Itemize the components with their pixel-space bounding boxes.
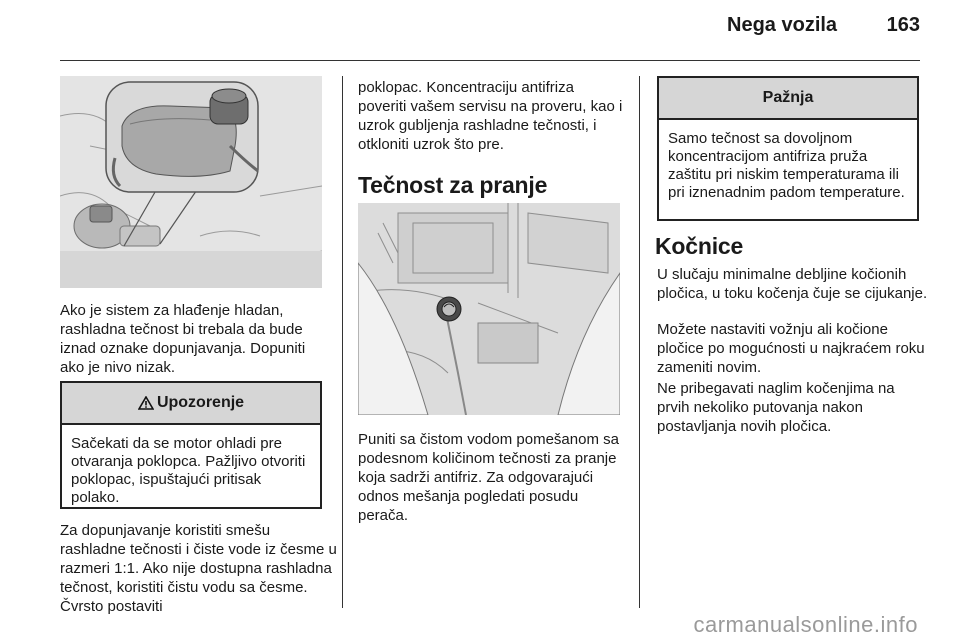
section-title: Nega vozila bbox=[727, 14, 838, 36]
warning-box bbox=[60, 381, 322, 509]
brakes-paragraph-1: U slučaju minimalne debljine kočionih pločica, u toku kočenja čuje se cijukanje. bbox=[657, 266, 928, 302]
coolant-continued-text: poklopac. Koncentraciju antifriza poveriti vašem servisu na proveru, kao i uzrok gubljenja rashladne tečnosti, i otkloniti uzrok što pre. bbox=[358, 79, 623, 153]
page-number: 163 bbox=[886, 14, 920, 36]
brakes-paragraph-2: Možete nastaviti vožnju ali kočione pločice po mogućnosti u najkraćem roku zameniti novim. bbox=[657, 321, 925, 376]
column-divider-1 bbox=[342, 76, 343, 608]
coolant-mix-text: Za dopunjavanje koristiti smešu rashladne tečnosti i čiste vode iz česme u razmeri 1:1. Ako nije dostupna rashladna tečnost, koristiti čistu vodu sa česme. Čvrsto postaviti bbox=[60, 522, 337, 615]
page-header bbox=[727, 14, 920, 37]
coolant-intro-text: Ako je sistem za hlađenje hladan, rashladna tečnost bi trebala da bude iznad oznake dopunjavanja. Dopuniti ako je nivo nizak. bbox=[60, 302, 306, 376]
notice-text: Samo tečnost sa dovoljnom koncentracijom antifriza pruža zaštitu pri niskim temperaturama ili pri iznenadnim padom temperature. bbox=[668, 130, 905, 201]
header-rule bbox=[60, 60, 920, 61]
watermark: carmanualsonline.info bbox=[693, 612, 918, 637]
brakes-paragraph-3: Ne pribegavati naglim kočenjima na prvih nekoliko putovanja nakon postavljanja novih pločica. bbox=[657, 380, 895, 435]
warning-title: Upozorenje bbox=[156, 394, 245, 411]
warning-box-header bbox=[62, 383, 320, 425]
washer-fluid-text: Puniti sa čistom vodom pomešanom sa podesnom količinom tečnosti za pranje koja sadrži antifriz. Za odgovarajući odnos mešanja pogledati posudu perača. bbox=[358, 431, 619, 524]
warning-triangle-icon bbox=[138, 396, 154, 410]
notice-title: Pažnja bbox=[762, 89, 814, 106]
coolant-reservoir-illustration bbox=[60, 76, 322, 288]
notice-box-header bbox=[659, 78, 917, 120]
washer-fluid-heading: Tečnost za pranje bbox=[358, 172, 548, 198]
brakes-heading: Kočnice bbox=[655, 233, 744, 259]
column-divider-2 bbox=[639, 76, 640, 608]
warning-text: Sačekati da se motor ohladi pre otvaranja poklopca. Pažljivo otvoriti poklopac, ispuštajući pritisak polako. bbox=[71, 435, 306, 506]
washer-reservoir-illustration bbox=[358, 203, 620, 415]
notice-box bbox=[657, 76, 919, 221]
